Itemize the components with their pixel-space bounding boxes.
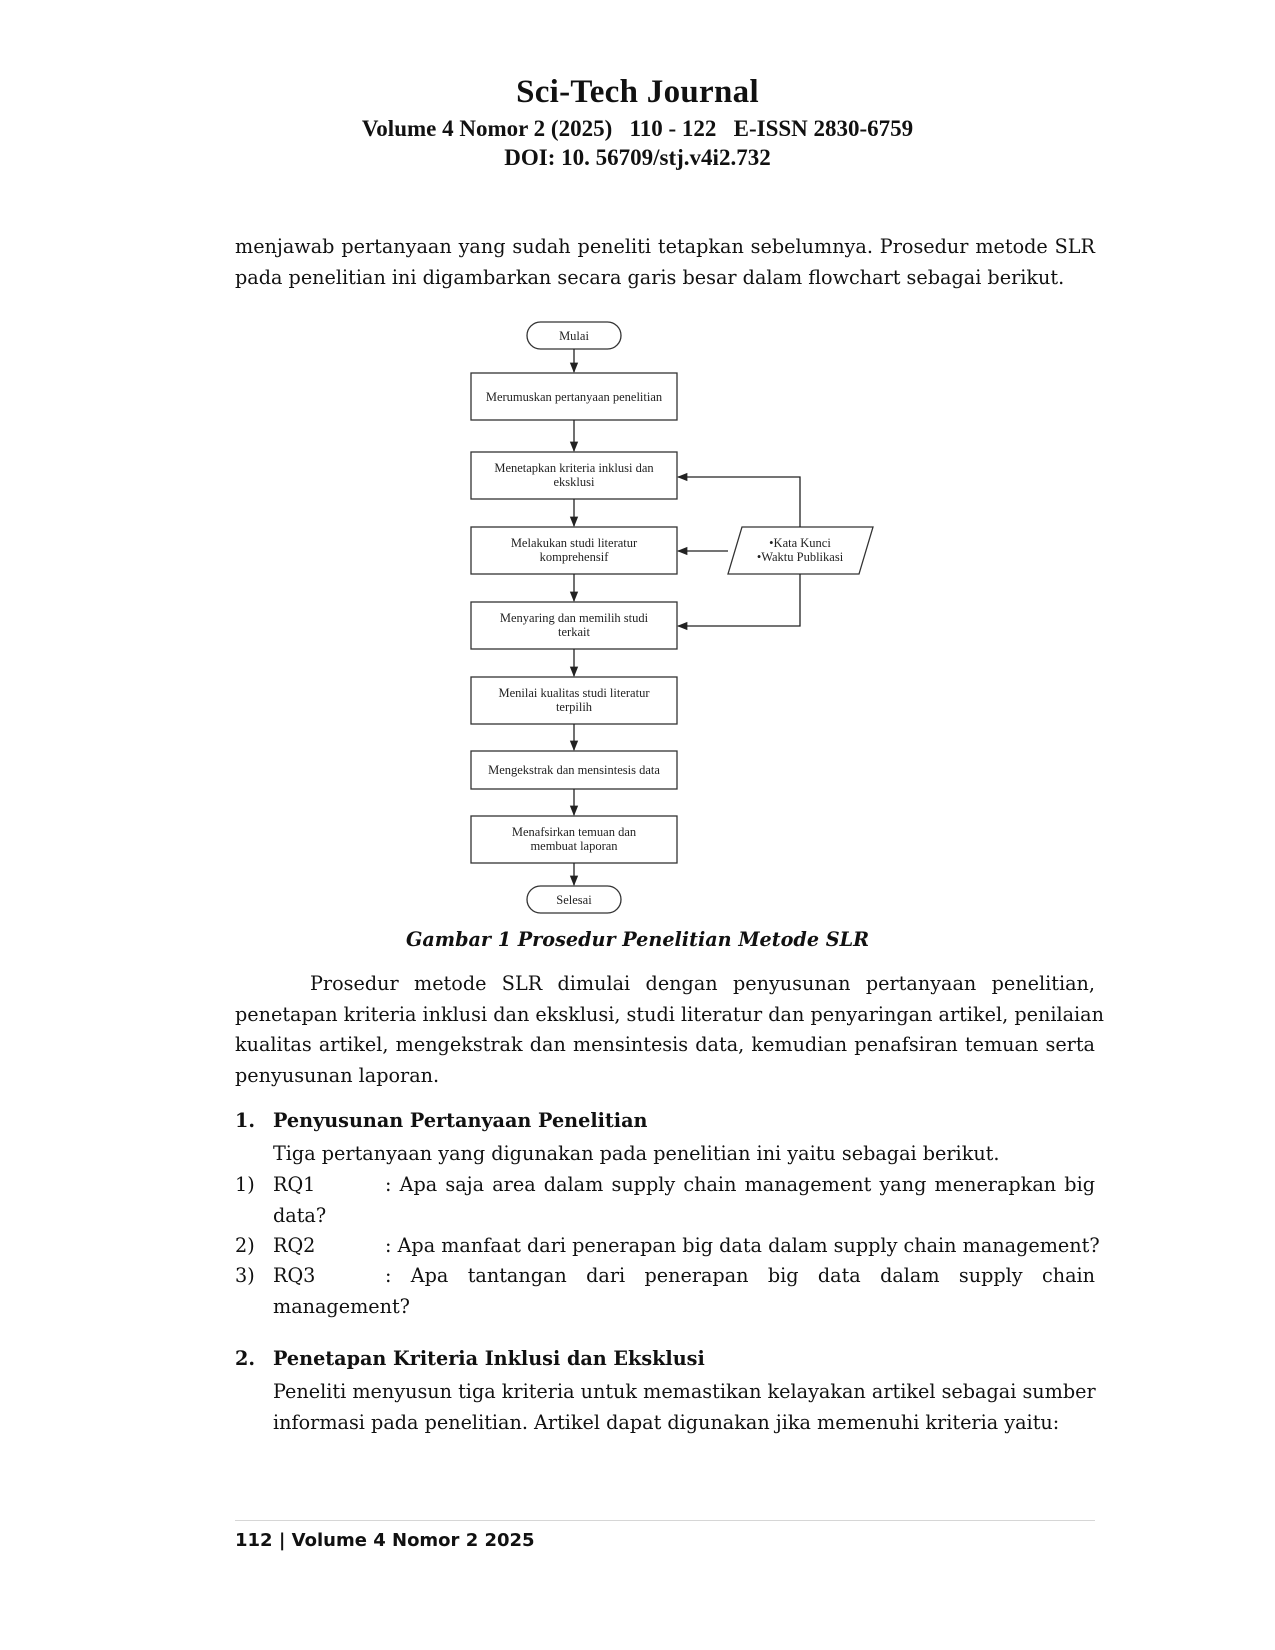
step-label: Menetapkan kriteria inklusi dan [494, 461, 654, 475]
section-intro-text: Tiga pertanyaan yang digunakan pada penelitian ini yaitu sebagai berikut. [273, 1142, 1000, 1165]
summary-paragraph [235, 969, 1104, 1091]
input-parallelogram [728, 527, 873, 574]
section-heading [235, 1109, 647, 1132]
input-label: •Waktu Publikasi [756, 550, 844, 564]
research-question [235, 1231, 1100, 1262]
end-terminal [527, 886, 621, 913]
end-label: Selesai [556, 893, 592, 907]
rq-key: RQ3 [273, 1264, 316, 1287]
section-line: informasi pada penelitian. Artikel dapat digunakan jika memenuhi kriteria yaitu: [273, 1410, 1060, 1434]
process-step [471, 602, 677, 649]
start-terminal [527, 322, 621, 349]
research-question [235, 1170, 1095, 1232]
summary-line: kualitas artikel, mengekstrak dan mensintesis data, kemudian penafsiran temuan serta [235, 1033, 1095, 1057]
intro-line: pada penelitian ini digambarkan secara garis besar dalam flowchart sebagai berikut. [235, 265, 1065, 289]
step-label: komprehensif [539, 550, 609, 564]
research-question [235, 1261, 1095, 1323]
summary-line: penyusunan laporan. [235, 1063, 440, 1087]
process-step [471, 452, 677, 499]
footer-divider [235, 1520, 1095, 1521]
summary-line: Prosedur metode SLR dimulai dengan penyusunan pertanyaan penelitian, [310, 972, 1095, 995]
rq-key: RQ1 [273, 1173, 316, 1196]
process-step [471, 816, 677, 863]
page-footer: 112 | Volume 4 Nomor 2 2025 [235, 1530, 535, 1551]
input-label: •Kata Kunci [769, 536, 831, 550]
rq-number: 1) [235, 1173, 255, 1196]
step-label: eksklusi [553, 475, 595, 489]
rq-text: : Apa tantangan dari penerapan big data dalam supply chain [385, 1264, 1095, 1287]
rq-key: RQ2 [273, 1234, 316, 1257]
step-label: membuat laporan [530, 839, 618, 853]
step-label: Menafsirkan temuan dan [511, 825, 637, 839]
process-step [471, 527, 677, 574]
journal-doi: DOI: 10. 56709/stj.v4i2.732 [504, 145, 771, 170]
process-step [471, 373, 677, 420]
section-title: Penyusunan Pertanyaan Penelitian [273, 1109, 648, 1132]
step-label: Merumuskan pertanyaan penelitian [485, 390, 663, 404]
section-title: Penetapan Kriteria Inklusi dan Eksklusi [273, 1347, 705, 1370]
step-label: Mengekstrak dan mensintesis data [488, 763, 660, 777]
summary-line: penetapan kriteria inklusi dan eksklusi, studi literatur dan penyaringan artikel, penilaian [235, 1002, 1104, 1026]
intro-line: menjawab pertanyaan yang sudah peneliti tetapkan sebelumnya. Prosedur metode SLR [235, 235, 1095, 258]
step-label: Melakukan studi literatur [510, 536, 638, 550]
step-label: terkait [558, 625, 590, 639]
section-intro [273, 1139, 1095, 1170]
journal-volume-line: Volume 4 Nomor 2 (2025) 110 - 122 E-ISSN 2830-6759 [361, 116, 914, 141]
start-label: Mulai [559, 329, 589, 343]
step-label: Menilai kualitas studi literatur [498, 686, 650, 700]
rq-text: : Apa manfaat dari penerapan big data dalam supply chain management? [385, 1234, 1100, 1257]
step-label: Menyaring dan memilih studi [499, 611, 649, 625]
journal-title: Sci-Tech Journal [516, 74, 759, 110]
section-paragraph [273, 1377, 1095, 1438]
figure-caption: Gambar 1 Prosedur Penelitian Metode SLR [405, 928, 870, 951]
section-heading [235, 1347, 705, 1370]
rq-number: 2) [235, 1234, 255, 1257]
section-number: 1. [235, 1109, 256, 1132]
process-step [471, 751, 677, 789]
rq-text: : Apa saja area dalam supply chain management yang menerapkan big [385, 1173, 1095, 1196]
process-step [471, 677, 677, 724]
section-number: 2. [235, 1347, 256, 1370]
rq-number: 3) [235, 1264, 255, 1287]
section-line: Peneliti menyusun tiga kriteria untuk memastikan kelayakan artikel sebagai sumber [273, 1380, 1096, 1403]
rq-text-cont: management? [273, 1294, 410, 1318]
step-label: terpilih [555, 700, 593, 714]
rq-text-cont: data? [273, 1203, 327, 1227]
